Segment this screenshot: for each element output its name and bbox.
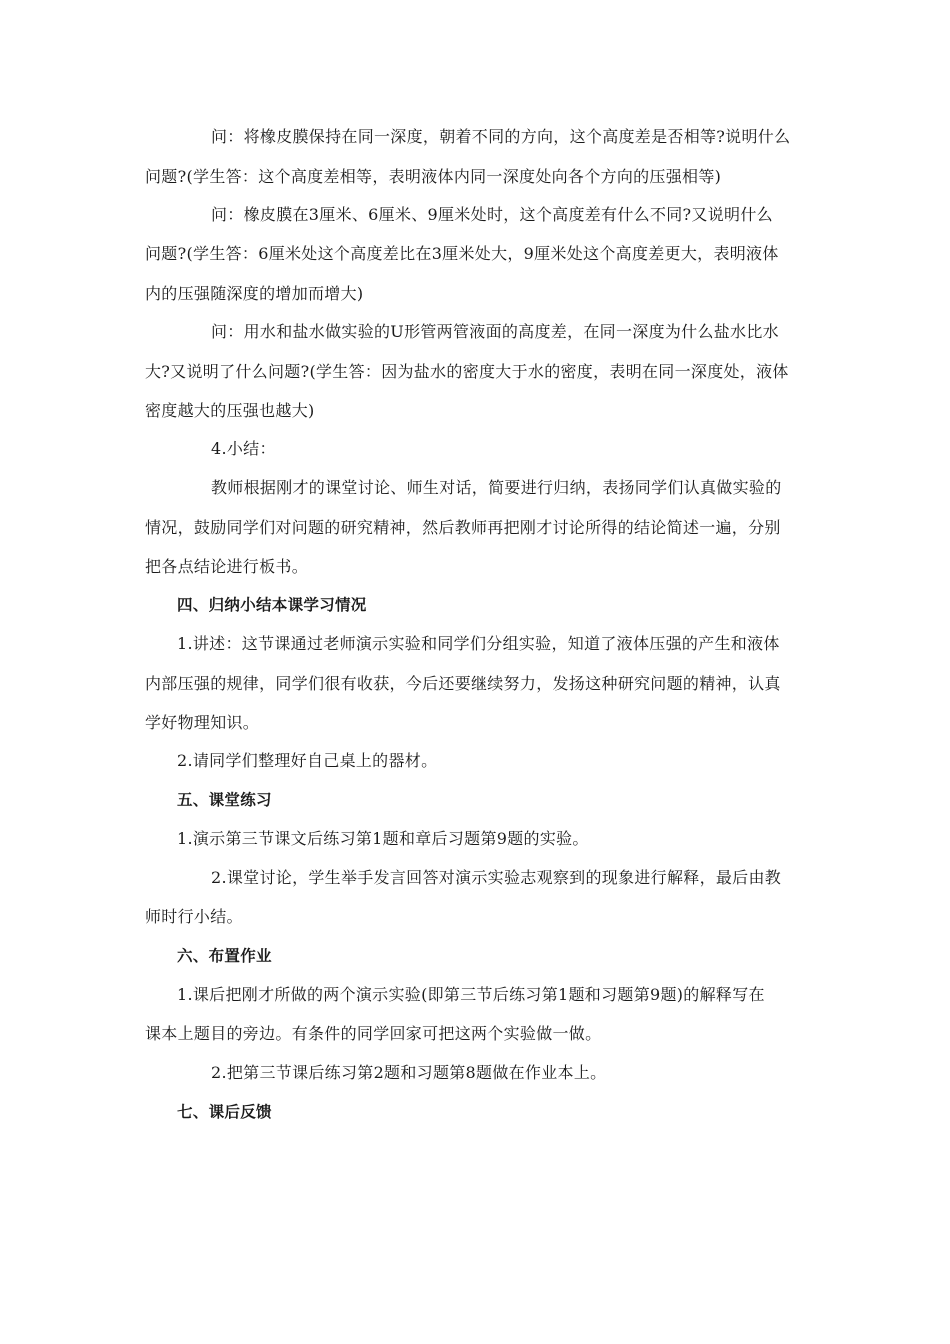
text-line: 问：用水和盐水做实验的U形管两管液面的高度差，在同一深度为什么盐水比水 <box>211 322 779 341</box>
section-heading: 七、课后反馈 <box>177 1103 272 1121</box>
section-heading: 四、归纳小结本课学习情况 <box>177 596 367 614</box>
text-line: 问：将橡皮膜保持在同一深度，朝着不同的方向，这个高度差是否相等?说明什么 <box>211 127 791 146</box>
text-line: 1.演示第三节课文后练习第1题和章后习题第9题的实验。 <box>177 829 589 848</box>
text-line: 1.课后把刚才所做的两个演示实验(即第三节后练习第1题和习题第9题)的解释写在 <box>177 985 765 1004</box>
text-line: 课本上题目的旁边。有条件的同学回家可把这两个实验做一做。 <box>145 1024 602 1043</box>
text-line: 问题?(学生答：6厘米处这个高度差比在3厘米处大，9厘米处这个高度差更大，表明液体 <box>145 244 779 263</box>
text-line: 内的压强随深度的增加而增大) <box>145 284 364 303</box>
text-line: 问题?(学生答：这个高度差相等，表明液体内同一深度处向各个方向的压强相等) <box>145 167 722 186</box>
text-line: 2.课堂讨论，学生举手发言回答对演示实验志观察到的现象进行解释，最后由教 <box>211 868 782 887</box>
text-line: 学好物理知识。 <box>145 713 260 732</box>
text-line: 大?又说明了什么问题?(学生答：因为盐水的密度大于水的密度，表明在同一深度处，液体 <box>145 362 789 381</box>
text-line: 问：橡皮膜在3厘米、6厘米、9厘米处时，这个高度差有什么不同?又说明什么 <box>211 205 773 224</box>
text-line: 把各点结论进行板书。 <box>145 557 309 576</box>
text-line: 4.小结： <box>211 439 276 458</box>
section-heading: 五、课堂练习 <box>177 791 272 809</box>
text-line: 密度越大的压强也越大) <box>145 401 315 420</box>
text-line: 2.把第三节课后练习第2题和习题第8题做在作业本上。 <box>211 1063 607 1082</box>
text-line: 教师根据刚才的课堂讨论、师生对话，简要进行归纳，表扬同学们认真做实验的 <box>211 478 782 497</box>
text-line: 内部压强的规律，同学们很有收获，今后还要继续努力，发扬这种研究问题的精神，认真 <box>145 674 781 693</box>
section-heading: 六、布置作业 <box>177 947 272 965</box>
text-line: 师时行小结。 <box>145 907 243 926</box>
text-line: 2.请同学们整理好自己桌上的器材。 <box>177 751 438 770</box>
text-line: 1.讲述：这节课通过老师演示实验和同学们分组实验，知道了液体压强的产生和液体 <box>177 634 780 653</box>
text-line: 情况，鼓励同学们对问题的研究精神，然后教师再把刚才讨论所得的结论简述一遍，分别 <box>145 518 781 537</box>
